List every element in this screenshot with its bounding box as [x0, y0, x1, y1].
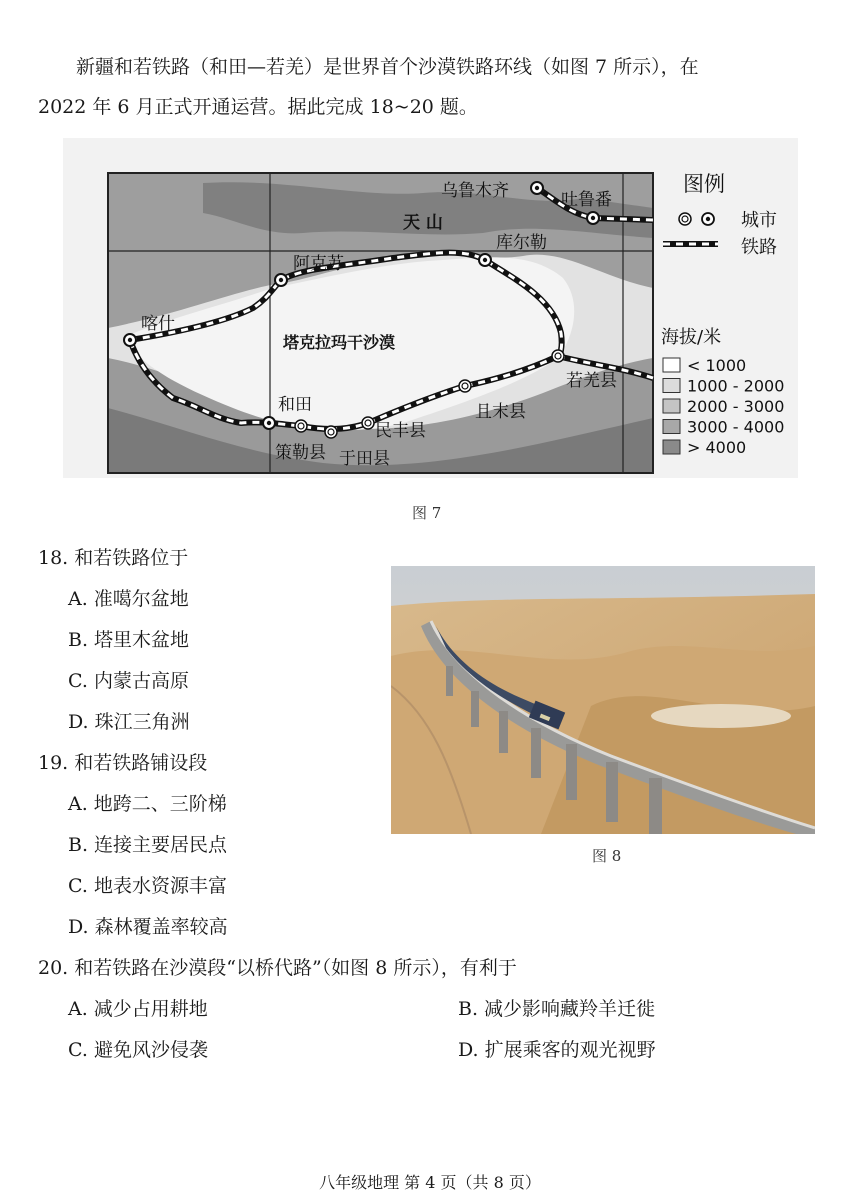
legend-railway: 铁路	[741, 237, 777, 258]
intro-line-1: 新疆和若铁路（和田—若羌）是世界首个沙漠铁路环线（如图 7 所示），在	[76, 56, 699, 78]
question-20-stem: 20. 和若铁路在沙漠段“以桥代路”（如图 8 所示），有利于	[38, 957, 517, 979]
desert-bridge-photo	[391, 566, 815, 834]
page-footer: 八年级地理 第 4 页（共 8 页）	[319, 1173, 541, 1192]
question-19-stem: 19. 和若铁路铺设段	[38, 752, 208, 774]
q20-option-a: A. 减少占用耕地	[68, 998, 208, 1020]
q19-option-c: C. 地表水资源丰富	[68, 875, 227, 897]
q18-option-b: B. 塔里木盆地	[68, 629, 190, 651]
elevation-legend-label: 2000 - 3000	[687, 397, 785, 416]
q20-option-b: B. 减少影响藏羚羊迁徙	[458, 998, 656, 1020]
elevation-legend-label: > 4000	[687, 438, 747, 457]
legend-elev-title: 海拔/米	[661, 327, 722, 348]
label-minfeng: 民丰县	[375, 421, 426, 441]
intro-paragraph	[38, 47, 828, 127]
q19-option-b: B. 连接主要居民点	[68, 834, 228, 856]
label-cele: 策勒县	[275, 443, 326, 463]
elevation-legend-label: 3000 - 4000	[687, 417, 785, 437]
legend-title: 图例	[683, 172, 725, 196]
elevation-swatch	[663, 440, 680, 454]
label-desert: 塔克拉玛干沙漠	[283, 333, 396, 352]
elevation-legend-label: 1000 - 2000	[687, 376, 785, 396]
q20-option-d: D. 扩展乘客的观光视野	[458, 1039, 656, 1061]
elevation-swatch	[663, 379, 680, 393]
legend-city: 城市	[741, 210, 777, 231]
question-18-stem: 18. 和若铁路位于	[38, 547, 189, 569]
label-aksu: 阿克苏	[293, 254, 344, 274]
q19-option-d: D. 森林覆盖率较高	[68, 916, 228, 938]
label-kashgar: 喀什	[141, 314, 175, 334]
q18-option-a: A. 准噶尔盆地	[68, 588, 189, 610]
town-symbol-icon	[679, 213, 691, 225]
label-yutian: 于田县	[339, 449, 390, 469]
label-hotan: 和田	[278, 395, 312, 415]
map-legend	[661, 172, 784, 457]
elevation-swatch	[663, 420, 680, 434]
map-svg	[63, 138, 798, 478]
q20-option-c: C. 避免风沙侵袭	[68, 1039, 208, 1061]
label-urumqi: 乌鲁木齐	[441, 181, 509, 201]
label-qiemo: 且末县	[475, 402, 526, 422]
label-ruoqiang: 若羌县	[566, 371, 617, 391]
elevation-swatch	[663, 358, 680, 372]
elevation-swatch	[663, 399, 680, 413]
figure-7-caption: 图 7	[412, 504, 442, 522]
q18-option-c: C. 内蒙古高原	[68, 670, 189, 692]
railway-map	[63, 138, 798, 478]
label-korla: 库尔勒	[496, 233, 547, 253]
label-tianshan: 天 山	[403, 213, 443, 233]
label-turpan: 吐鲁番	[561, 190, 612, 210]
q18-option-d: D. 珠江三角洲	[68, 711, 190, 733]
figure-8-caption: 图 8	[592, 847, 622, 865]
q19-option-a: A. 地跨二、三阶梯	[68, 793, 227, 815]
intro-line-2: 2022 年 6 月正式开通运营。据此完成 18~20 题。	[38, 96, 478, 118]
elevation-legend-label: < 1000	[687, 356, 747, 375]
